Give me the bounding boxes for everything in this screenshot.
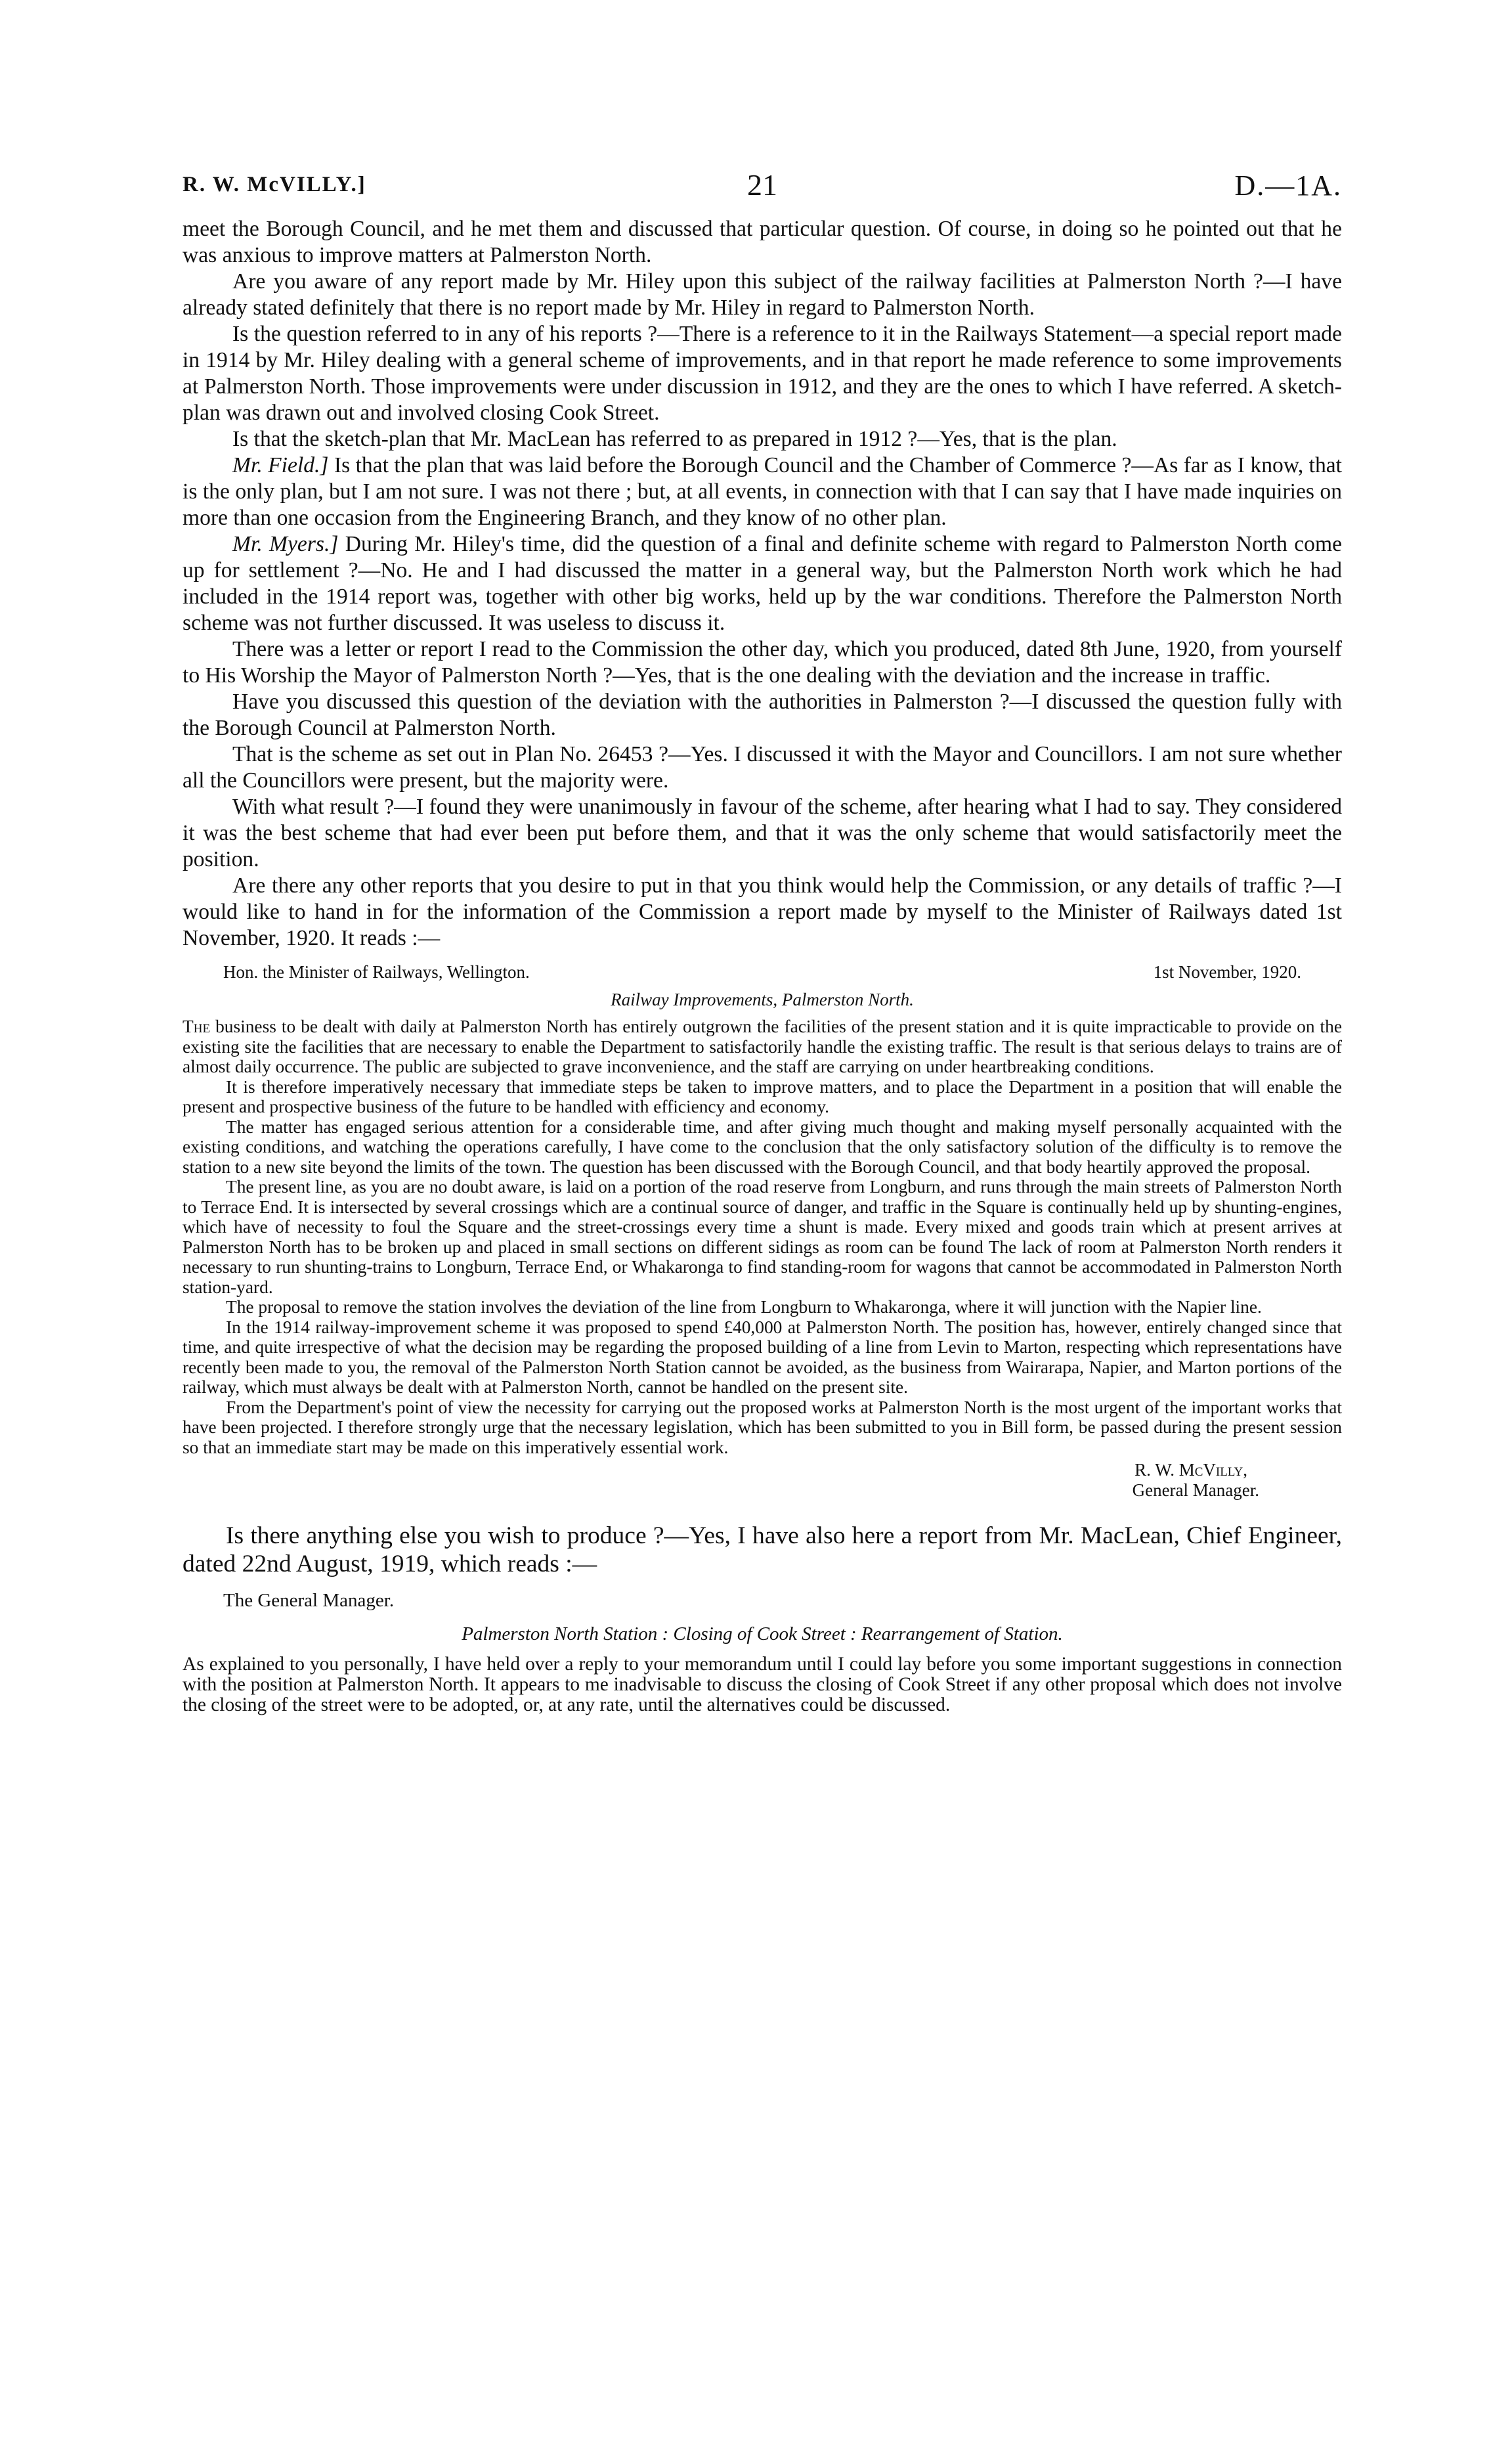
signature-title: General Manager. (1132, 1480, 1259, 1500)
document-page (183, 167, 1342, 1715)
testimony-body (183, 216, 1342, 952)
header-paper-code: D.—1A. (1234, 169, 1342, 202)
signature-name: R. W. McVilly, (1134, 1460, 1247, 1480)
letter-paragraph: The present line, as you are no doubt aware, is laid on a portion of the road reserve from Longburn, and runs through the main streets of Palmerston North to Terrace End. It is intersected by several crossings which are a continual source of danger, and traffic in the Square is continually held up by shunting-engines, which have of necessity to foul the Square and the street-crossings every time a shunt is made. Every mixed and goods train which at present arrives at Palmerston North has to be broken up and placed in small sections on different sidings as room can be found The lack of room at Palmerston North renders it necessary to run shunting-trains to Longburn, Terrace End, or Whakaronga to find standing-room for wagons that cannot be accommodated in Palmerston North station-yard. (183, 1177, 1342, 1297)
letter-date: 1st November, 1920. (1153, 962, 1301, 982)
memo-paragraph: As explained to you personally, I have held over a reply to your memorandum until I could lay before you some important suggestions in connection with the position at Palmerston North. It appears to me inadvisable to discuss the closing of Cook Street if any other proposal which does not involve the closing of the street were to be adopted, or, at any rate, until the alternatives could be discussed. (183, 1654, 1342, 1715)
letter-title: Railway Improvements, Palmerston North. (611, 990, 914, 1009)
paragraph: There was a letter or report I read to the Commission the other day, which you produced, dated 8th June, 1920, from yourself to His Worship the Mayor of Palmerston North ?—Yes, that is the one dealing with the deviation and the increase in traffic. (183, 637, 1342, 688)
speaker-label: Mr. Field.] (232, 453, 329, 477)
drop-word: The (183, 1017, 211, 1036)
speaker-label: Mr. Myers.] (232, 532, 339, 556)
paragraph: Is the question referred to in any of his reports ?—There is a reference to it in the Railways Statement—a special report made in 1914 by Mr. Hiley dealing with a general scheme of improvements, and in that report he made reference to some improvements at Palmerston North. Those improvements were under discussion in 1912, and they are the ones to which I have referred. A sketch-plan was drawn out and involved closing Cook Street. (183, 322, 1342, 425)
letter-paragraph: The proposal to remove the station involves the deviation of the line from Longburn to Whakaronga, where it will junction with the Napier line. (226, 1297, 1262, 1317)
letter-paragraph-text: business to be dealt with daily at Palmerston North has entirely outgrown the facilities of the present station and it is quite impracticable to provide on the existing site the facilities that are necessary to enable the Department to satisfactorily handle the existing traffic. The result is that serious delays to trains are of almost daily occurrence. The public are subjected to grave inconvenience, and the staff are carrying on under heartbreaking conditions. (183, 1017, 1342, 1076)
letter-paragraph: From the Department's point of view the necessity for carrying out the proposed works at Palmerston North is the most urgent of the important works that have been projected. I therefore strongly urge that the necessary legislation, which has been submitted to you in Bill form, be passed during the present session so that an immediate start may be made on this imperatively essential work. (183, 1397, 1342, 1457)
paragraph: Is there anything else you wish to produce ?—Yes, I have also here a report from Mr. MacLean, Chief Engineer, dated 22nd August, 1919, which reads :— (183, 1522, 1342, 1577)
memo-title: Palmerston North Station : Closing of Cook Street : Rearrangement of Station. (462, 1623, 1063, 1644)
paragraph (183, 531, 1342, 636)
paragraph: With what result ?—I found they were unanimously in favour of the scheme, after hearing what I had to say. They considered it was the best scheme that had ever been put before them, and that it was the only scheme that would satisfactorily meet the position. (183, 795, 1342, 871)
page-header (183, 167, 1342, 208)
paragraph: meet the Borough Council, and he met them and discussed that particular question. Of course, in doing so he pointed out that he was anxious to improve matters at Palmerston North. (183, 217, 1342, 267)
paragraph: Have you discussed this question of the deviation with the authorities in Palmerston ?—I discussed the question fully with the Borough Council at Palmerston North. (183, 690, 1342, 740)
paragraph: Are you aware of any report made by Mr. Hiley upon this subject of the railway facilities at Palmerston North ?—I have already stated definitely that there is no report made by Mr. Hiley in regard to Palmerston North. (183, 269, 1342, 320)
paragraph: Are there any other reports that you desire to put in that you think would help the Commission, or any details of traffic ?—I would like to hand in for the information of the Commission a report made by myself to the Minister of Railways dated 1st November, 1920. It reads :— (183, 873, 1342, 950)
paragraph-text: Is that the plan that was laid before the Borough Council and the Chamber of Commerce ?—As far as I know, that is the only plan, but I am not sure. I was not there ; but, at all events, in connection with that I can say that I have made inquiries on more than one occasion from the Engineering Branch, and they know of no other plan. (183, 453, 1343, 530)
letter-recipient: Hon. the Minister of Railways, Wellington. (223, 962, 530, 982)
letter-paragraph: The matter has engaged serious attention for a considerable time, and after giving much thought and making myself personally acquainted with the existing conditions, and watching the operations carefully, I have come to the conclusion that the only satisfactory solution of the difficulty is to remove the station to a new site beyond the limits of the town. The question has been discussed with the Borough Council, and that body heartily approved the proposal. (183, 1116, 1342, 1177)
paragraph (183, 452, 1342, 531)
letter-paragraph (183, 1017, 1342, 1077)
memo-body (183, 1654, 1342, 1715)
letter-body (183, 1017, 1342, 1457)
second-question (183, 1522, 1342, 1578)
paragraph-text: During Mr. Hiley's time, did the question of a final and definite scheme with regard to Palmerston North come up for settlement ?—No. He and I had discussed the matter in a general way, but the Palmerston North work which he had included in the 1914 report was, together with other big works, held up by the war conditions. Therefore the Palmerston North scheme was not further discussed. It was useless to discuss it. (183, 532, 1342, 635)
header-witness: R. W. McVILLY.] (183, 173, 366, 196)
letter-paragraph: In the 1914 railway-improvement scheme it was proposed to spend £40,000 at Palmerston North. The position has, however, entirely changed since that time, and quite irrespective of what the decision may be regarding the proposed building of a line from Levin to Marton, respecting which representations have recently been made to you, the removal of the Palmerston North Station cannot be avoided, as the business from Wairarapa, Napier, and Marton portions of the railway, which must always be dealt with at Palmerston North, cannot be handled on the present site. (183, 1317, 1342, 1397)
letter-address-line (183, 959, 1342, 986)
paragraph: Is that the sketch-plan that Mr. MacLean has referred to as prepared in 1912 ?—Yes, that is the plan. (232, 427, 1117, 451)
letter-paragraph: It is therefore imperatively necessary that immediate steps be taken to improve matters, and to place the Department in a position that will enable the present and prospective business of the future to be handled with efficiency and economy. (183, 1076, 1342, 1116)
memo-recipient: The General Manager. (223, 1590, 395, 1611)
paragraph: That is the scheme as set out in Plan No. 26453 ?—Yes. I discussed it with the Mayor and Councillors. I am not sure whether all the Councillors were present, but the majority were. (183, 742, 1342, 793)
letter-signature (183, 1460, 1342, 1501)
page-number: 21 (747, 168, 777, 202)
